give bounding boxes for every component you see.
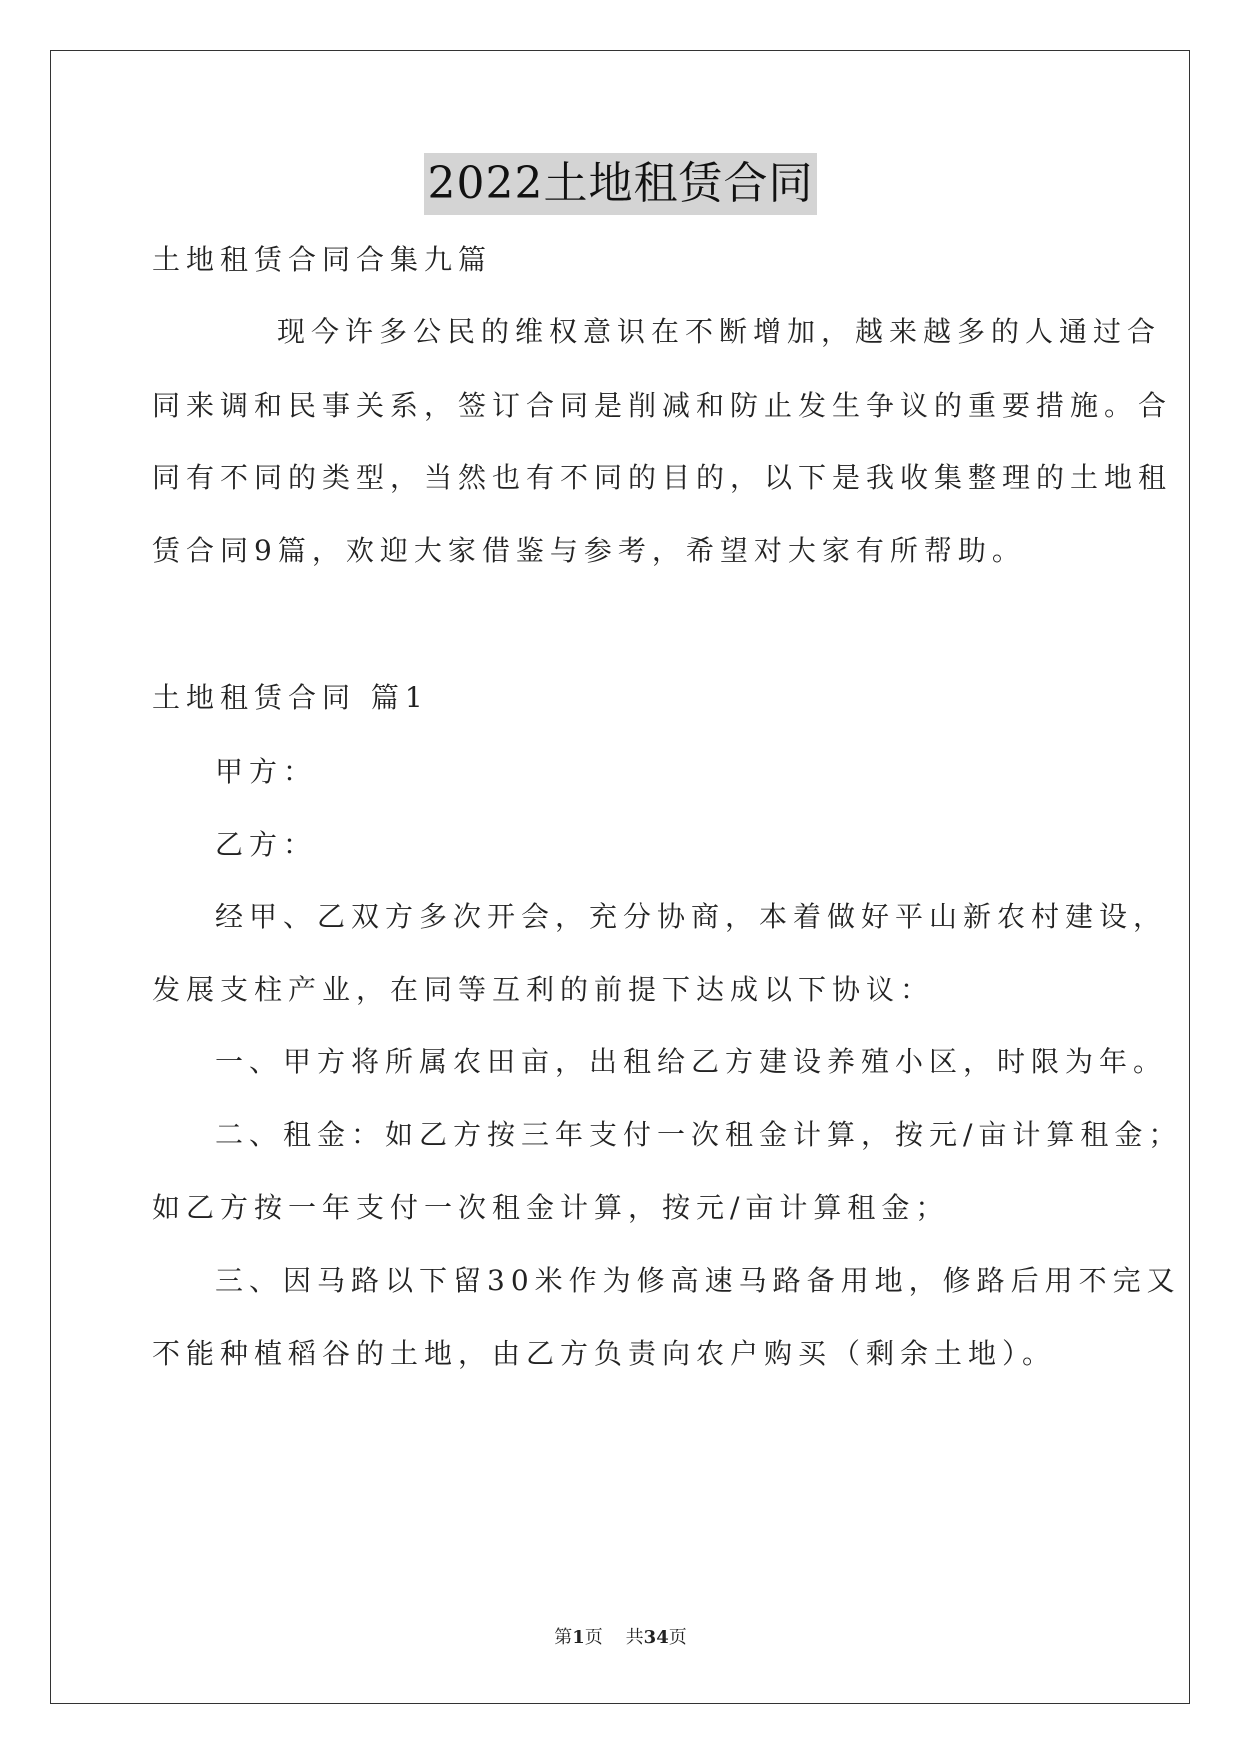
total-prefix: 共 — [625, 1627, 644, 1648]
title-container — [0, 153, 1241, 215]
document-subtitle: 土地租赁合同合集九篇 — [152, 243, 493, 276]
page-suffix: 页 — [584, 1627, 603, 1648]
body-line-4: 二、租金：如乙方按三年支付一次租金计算，按元/亩计算租金； — [215, 1118, 1183, 1151]
intro-line-1: 现今许多公民的维权意识在不断增加，越来越多的人通过合 — [277, 315, 1162, 348]
body-line-3: 一、甲方将所属农田亩，出租给乙方建设养殖小区，时限为年。 — [215, 1045, 1168, 1078]
page-footer — [0, 1624, 1241, 1652]
body-line-5: 如乙方按一年支付一次租金计算，按元/亩计算租金； — [152, 1191, 950, 1224]
page-border — [50, 50, 1190, 1704]
section-heading: 土地租赁合同 篇1 — [152, 681, 429, 714]
body-line-7: 不能种植稻谷的土地，由乙方负责向农户购买（剩余土地）。 — [152, 1337, 1057, 1370]
page-number: 1 — [572, 1627, 585, 1648]
page-prefix: 第 — [554, 1627, 573, 1648]
body-line-1: 经甲、乙双方多次开会，充分协商，本着做好平山新农村建设， — [215, 900, 1168, 933]
total-pages: 34 — [643, 1627, 669, 1648]
body-line-6: 三、因马路以下留30米作为修高速马路备用地，修路后用不完又 — [215, 1264, 1181, 1297]
total-suffix: 页 — [668, 1627, 687, 1648]
document-title: 2022土地租赁合同 — [424, 153, 818, 215]
intro-line-4: 赁合同9篇，欢迎大家借鉴与参考，希望对大家有所帮助。 — [152, 534, 1026, 567]
intro-line-3: 同有不同的类型，当然也有不同的目的，以下是我收集整理的土地租 — [152, 461, 1173, 494]
body-line-2: 发展支柱产业，在同等互利的前提下达成以下协议： — [152, 973, 935, 1006]
party-b-label: 乙方： — [215, 828, 318, 861]
intro-line-2: 同来调和民事关系，签订合同是削减和防止发生争议的重要措施。合 — [152, 389, 1173, 422]
party-a-label: 甲方： — [215, 755, 318, 788]
